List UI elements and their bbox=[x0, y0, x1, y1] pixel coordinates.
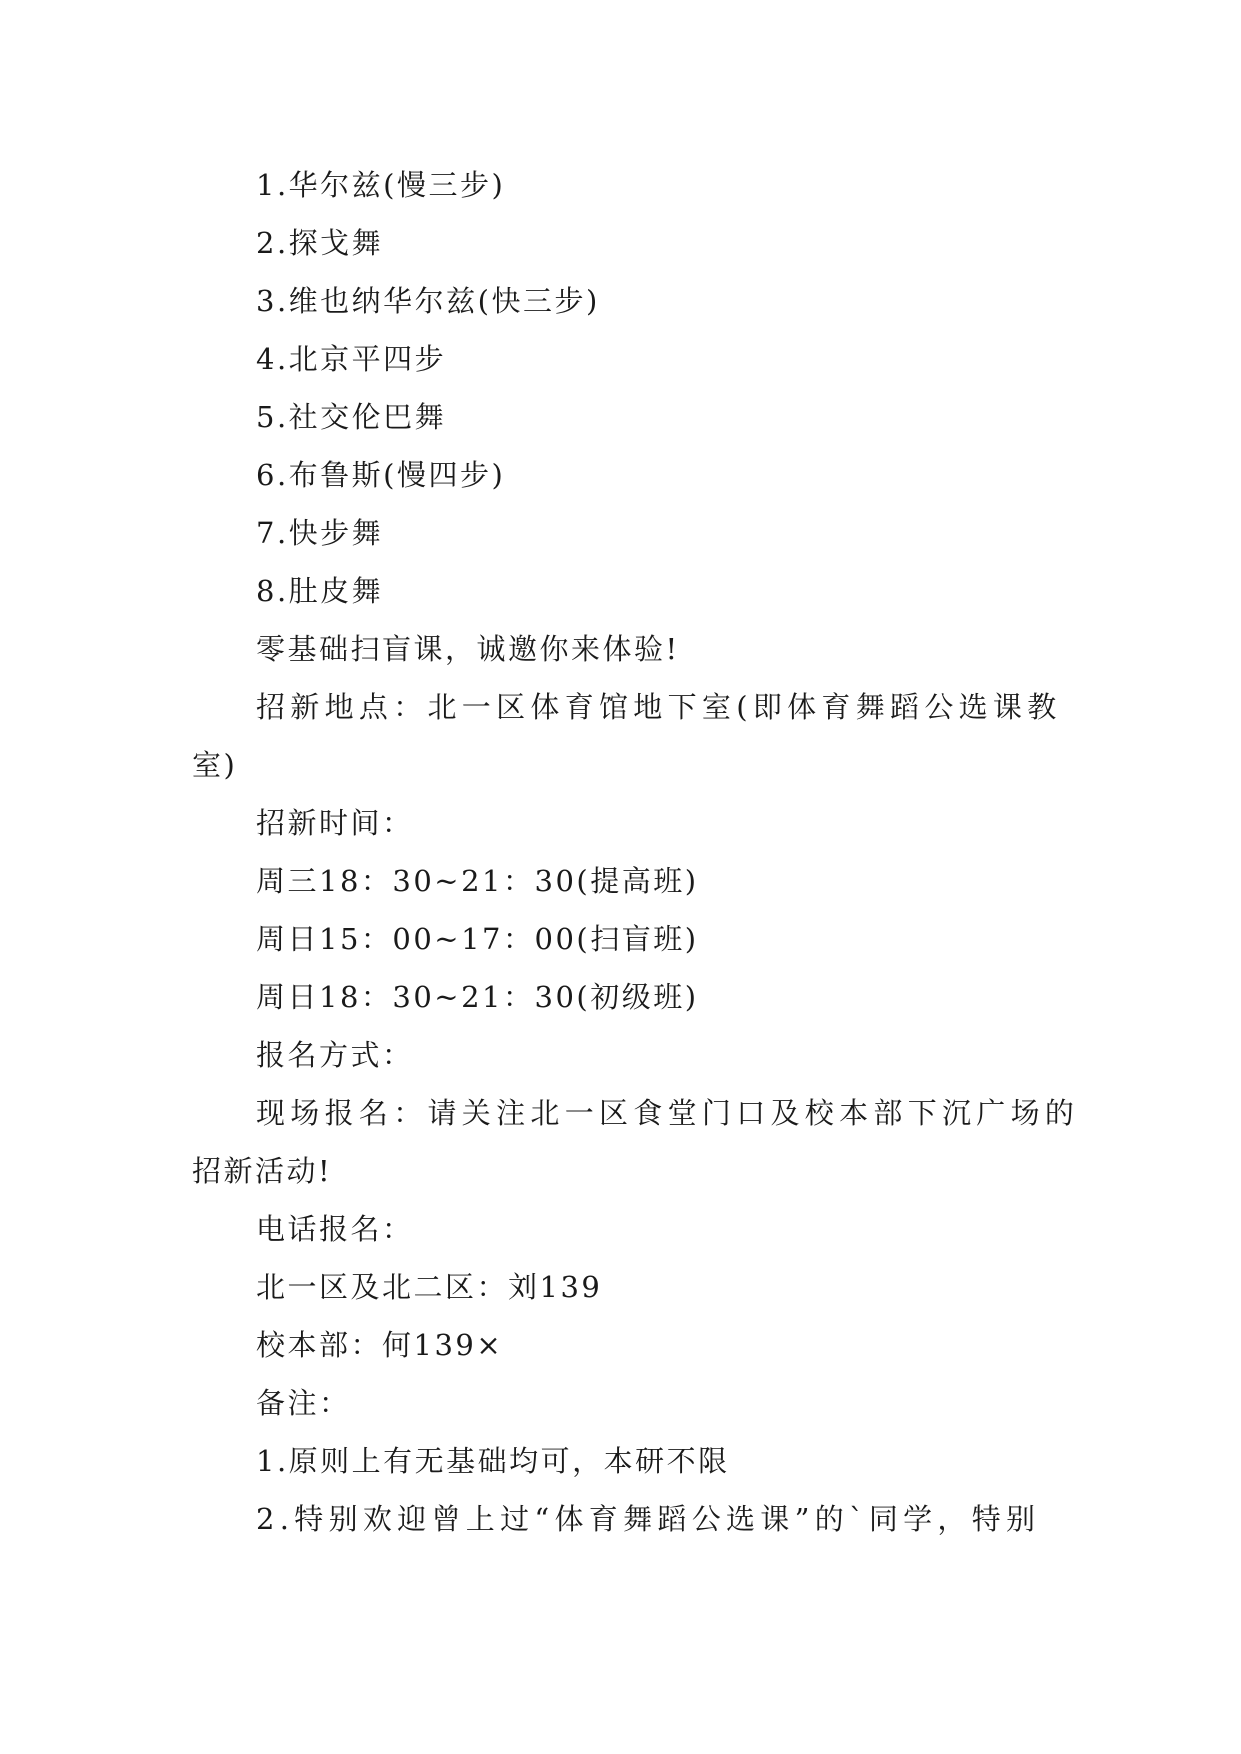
list-item-beijing-four-step: 4.北京平四步 bbox=[256, 342, 447, 376]
phone-contact-north: 北一区及北二区：刘139 bbox=[256, 1270, 603, 1304]
onsite-signup-text: 现场报名：请关注北一区食堂门口及校本部下沉广场的 bbox=[256, 1096, 1080, 1130]
list-item-waltz: 1.华尔兹(慢三步) bbox=[256, 168, 506, 202]
onsite-signup-continued: 招新活动! bbox=[192, 1154, 333, 1188]
list-item-social-rumba: 5.社交伦巴舞 bbox=[256, 400, 447, 434]
schedule-sunday-afternoon: 周日15：00~17：00(扫盲班) bbox=[256, 922, 699, 956]
list-item-belly-dance: 8.肚皮舞 bbox=[256, 574, 384, 608]
recruit-time-heading: 招新时间： bbox=[256, 806, 414, 840]
recruit-location-text: 招新地点：北一区体育馆地下室(即体育舞蹈公选课教 bbox=[256, 690, 1062, 724]
schedule-wednesday: 周三18：30~21：30(提高班) bbox=[256, 864, 699, 898]
phone-contact-main-campus: 校本部：何139× bbox=[256, 1328, 504, 1362]
document-body bbox=[192, 156, 1080, 1548]
list-item-blues: 6.布鲁斯(慢四步) bbox=[256, 458, 506, 492]
note-item-1: 1.原则上有无基础均可，本研不限 bbox=[256, 1444, 730, 1478]
list-item-viennese-waltz: 3.维也纳华尔兹(快三步) bbox=[256, 284, 600, 318]
schedule-sunday-evening: 周日18：30~21：30(初级班) bbox=[256, 980, 699, 1014]
note-item-2: 2.特别欢迎曾上过“体育舞蹈公选课”的`同学，特别 bbox=[256, 1502, 1041, 1536]
phone-signup-heading: 电话报名： bbox=[256, 1212, 414, 1246]
signup-method-heading: 报名方式： bbox=[256, 1038, 414, 1072]
list-item-tango: 2.探戈舞 bbox=[256, 226, 384, 260]
list-item-quickstep: 7.快步舞 bbox=[256, 516, 384, 550]
notes-heading: 备注： bbox=[256, 1386, 351, 1420]
recruit-location-continued: 室) bbox=[192, 748, 238, 782]
invitation-text: 零基础扫盲课，诚邀你来体验! bbox=[256, 632, 680, 666]
